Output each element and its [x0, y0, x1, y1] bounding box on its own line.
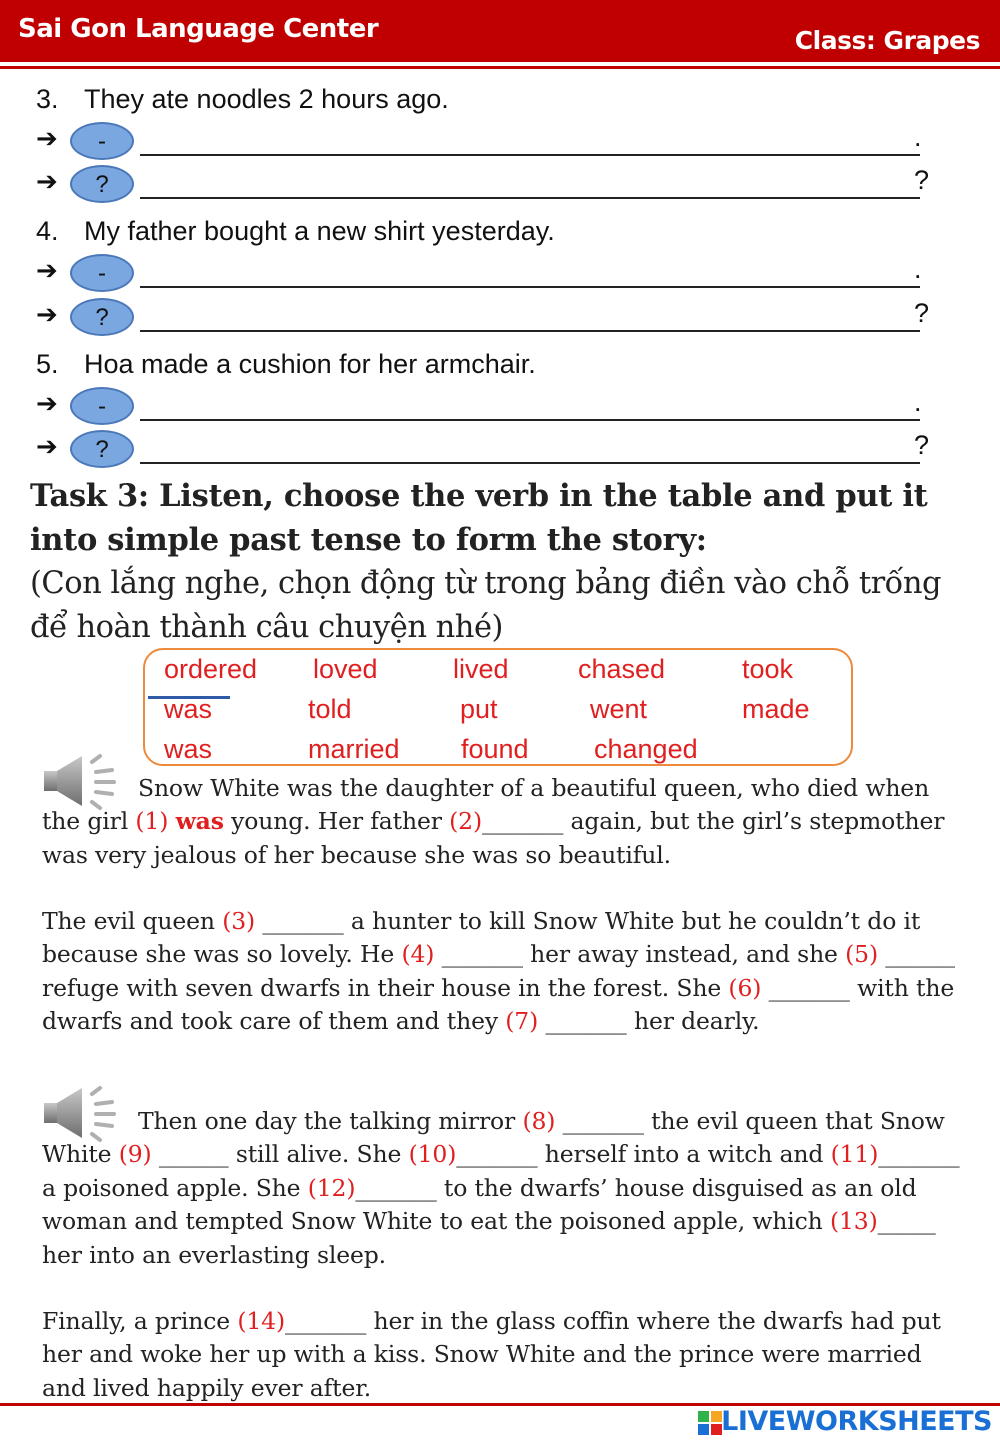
example-answer: was: [175, 807, 224, 836]
end-punctuation: .: [914, 254, 922, 284]
answer-input-line[interactable]: [140, 462, 920, 464]
word-bank-item: made: [742, 694, 810, 724]
story-text: Finally, a prince: [42, 1307, 238, 1335]
story-text: young. Her father: [223, 807, 450, 836]
story-text: _______ with the dwarfs and took care of them and they: [42, 973, 955, 1036]
exercise-5-negative-row: [36, 387, 956, 427]
story-paragraph-1: [42, 772, 962, 872]
right-arrow-icon: ➔: [36, 432, 58, 462]
story-paragraph-2: [42, 905, 962, 1039]
blank-number: (5): [845, 940, 878, 969]
end-punctuation: .: [914, 387, 922, 417]
word-bank-item: found: [461, 734, 529, 764]
task-subtitle-vietnamese: (Con lắng nghe, chọn động từ trong bảng điền vào chỗ trống để hoàn thành câu chuyện nhé): [30, 566, 941, 645]
blank-number: (10): [408, 1140, 457, 1169]
story-text: _______ a hunter to kill Snow White but he couldn’t do it because she was so lovely. He: [42, 907, 921, 969]
answer-input-line[interactable]: [140, 330, 920, 332]
blank-number: (7): [505, 1007, 539, 1036]
blank-number: (14): [237, 1307, 285, 1335]
end-punctuation: ?: [914, 165, 930, 195]
exercise-4-negative-row: [36, 254, 956, 294]
blank-number: (1): [135, 807, 169, 836]
story-text: Snow White was the daughter of a beautiful queen, who died when the girl: [42, 774, 930, 836]
exercise-3-sentence: [36, 84, 449, 115]
exercise-text: Hoa made a cushion for her armchair.: [84, 349, 536, 379]
header-bar: [0, 0, 1000, 62]
word-bank-item: was: [164, 734, 213, 764]
story-paragraph-3: [42, 1105, 962, 1272]
story-text: _______ herself into a witch and: [456, 1140, 831, 1169]
story-text: _______ again, but the girl’s stepmother was very jealous of her because she was so beautiful.: [42, 807, 945, 869]
story-text: _______ the evil queen that Snow White: [42, 1107, 945, 1169]
exercise-number: 3.: [36, 84, 59, 114]
header-divider: [0, 66, 1000, 69]
exercise-4-question-row: [36, 298, 956, 338]
answer-input-line[interactable]: [140, 197, 920, 199]
exercise-3-question-row: [36, 165, 956, 205]
word-bank-item: was: [164, 694, 213, 724]
negative-bubble: -: [70, 122, 134, 160]
blank-number: (6): [728, 973, 762, 1002]
word-bank-item: took: [742, 654, 794, 684]
word-bank-item: put: [460, 694, 498, 724]
exercise-5-sentence: [36, 349, 536, 380]
negative-bubble: -: [70, 254, 134, 292]
story-text: _____ her into an everlasting sleep.: [42, 1207, 936, 1269]
school-name: Sai Gon Language Center: [18, 14, 379, 44]
end-punctuation: ?: [914, 298, 930, 328]
right-arrow-icon: ➔: [36, 124, 58, 154]
word-bank-item: ordered: [164, 654, 258, 684]
answer-input-line[interactable]: [140, 419, 920, 421]
blank-number: (9): [118, 1140, 152, 1169]
answer-input-line[interactable]: [140, 154, 920, 156]
story-text: The evil queen: [42, 907, 223, 935]
word-bank-item: married: [308, 734, 400, 764]
blank-number: (11): [830, 1140, 879, 1169]
exercise-number: 5.: [36, 349, 59, 379]
right-arrow-icon: ➔: [36, 389, 58, 419]
exercise-4-sentence: [36, 216, 555, 247]
story-text: _______ her in the glass coffin where the dwarfs had put her and woke her up with a kiss. Snow White and the prince were married and lived happily ever after.: [42, 1307, 941, 1402]
task-title: Task 3: Listen, choose the verb in the table and put it into simple past tense to form the story:: [30, 478, 928, 558]
question-bubble: ?: [70, 165, 134, 203]
story-text: _______ her dearly.: [538, 1007, 760, 1036]
story-paragraph-4: [42, 1305, 962, 1405]
exercise-3-negative-row: [36, 122, 956, 162]
word-bank-item: went: [590, 694, 648, 724]
story-text: ______ still alive. She: [151, 1140, 409, 1169]
story-text: ______ refuge with seven dwarfs in their house in the forest. She: [42, 940, 955, 1002]
word-bank-item: lived: [453, 654, 509, 684]
blank-number: (12): [307, 1173, 356, 1202]
story-text: _______ to the dwarfs’ house disguised as an old woman and tempted Snow White to eat the poisoned apple, which: [42, 1173, 917, 1236]
blank-number: (3): [222, 907, 256, 935]
right-arrow-icon: ➔: [36, 256, 58, 286]
word-bank-item: changed: [594, 734, 698, 764]
story-text: _______ her away instead, and she: [434, 940, 846, 969]
liveworksheets-logo-icon: [698, 1411, 722, 1435]
question-bubble: ?: [70, 298, 134, 336]
class-label: Class: Grapes: [794, 26, 980, 55]
brand-name[interactable]: LIVEWORKSHEETS: [721, 1406, 992, 1437]
word-bank-item: loved: [313, 654, 378, 684]
word-bank-item: chased: [578, 654, 666, 684]
exercise-number: 4.: [36, 216, 59, 246]
question-bubble: ?: [70, 430, 134, 468]
blank-number: (13): [829, 1207, 878, 1236]
exercise-text: My father bought a new shirt yesterday.: [84, 216, 555, 246]
answer-input-line[interactable]: [140, 286, 920, 288]
blank-number: (8): [522, 1107, 556, 1135]
end-punctuation: ?: [914, 430, 930, 460]
right-arrow-icon: ➔: [36, 167, 58, 197]
exercise-text: They ate noodles 2 hours ago.: [84, 84, 449, 114]
exercise-5-question-row: [36, 430, 956, 470]
negative-bubble: -: [70, 387, 134, 425]
word-bank-item: told: [308, 694, 352, 724]
story-text: Then one day the talking mirror: [138, 1107, 523, 1135]
right-arrow-icon: ➔: [36, 300, 58, 330]
blank-number: (4): [401, 940, 435, 969]
blank-number: (2): [449, 807, 482, 836]
story-text: _______ a poisoned apple. She: [42, 1140, 960, 1202]
end-punctuation: .: [914, 122, 922, 152]
